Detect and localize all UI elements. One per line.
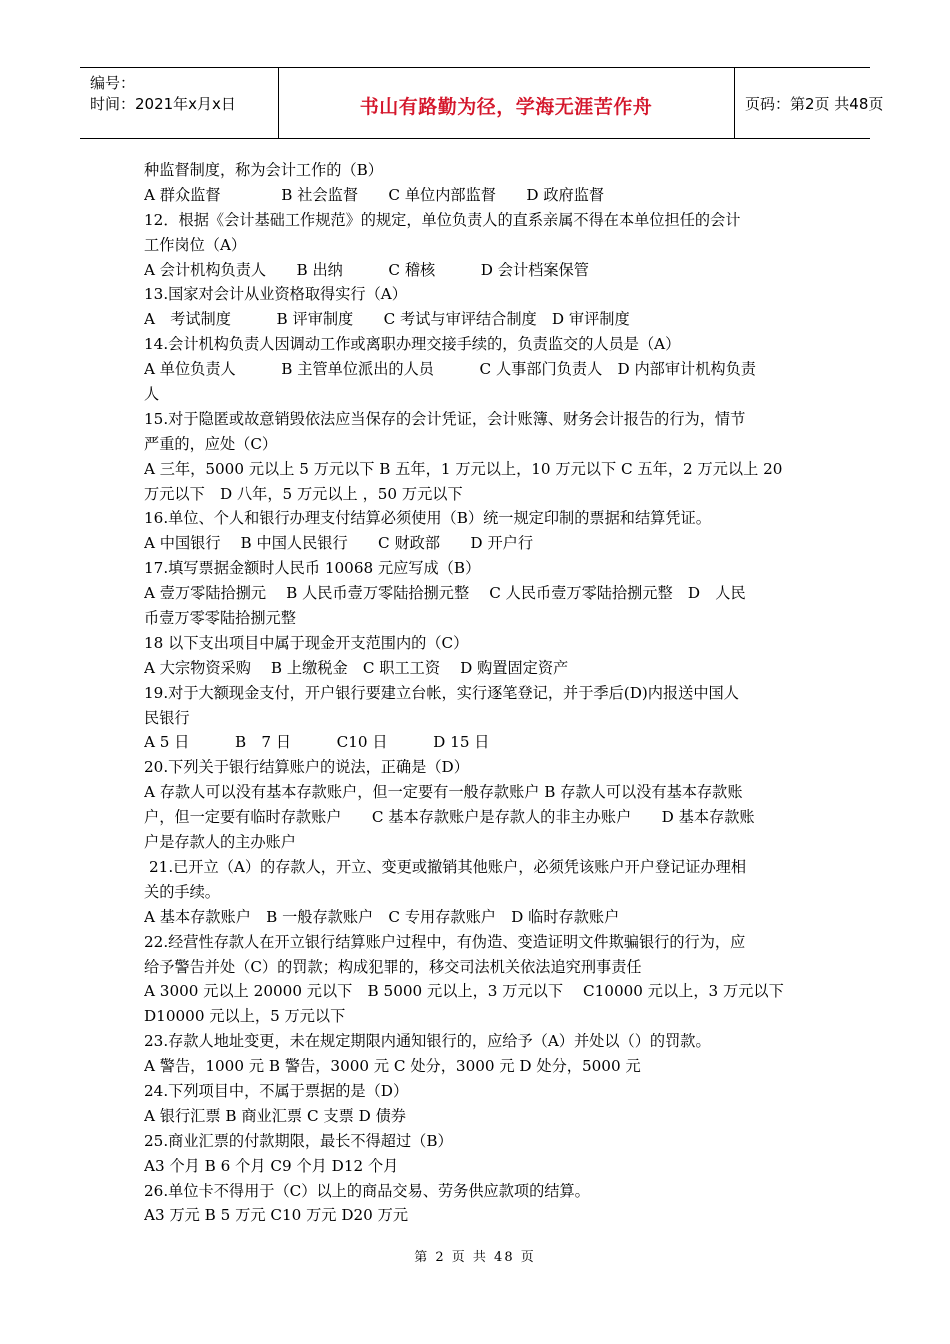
text-line: 工作岗位（A） <box>144 235 247 254</box>
text-line: D10000 元以上，5 万元以下 <box>144 1007 346 1026</box>
text-line: A 3000 元以上 20000 元以下 B 5000 元以上，3 万元以下 C10000 元以上，3 万元以下 <box>144 982 784 1001</box>
text-line: 15.对于隐匿或故意销毁依法应当保存的会计凭证，会计账簿、财务会计报告的行为，情节 <box>144 409 746 428</box>
header-motto-cell <box>278 68 735 138</box>
text-line: A 基本存款账户 B 一般存款账户 C 专用存款账户 D 临时存款账户 <box>144 907 620 926</box>
text-line: A 大宗物资采购 B 上缴税金 C 职工工资 D 购置固定资产 <box>144 658 569 677</box>
text-line: 人 <box>144 385 160 404</box>
text-line: A 三年，5000 元以上 5 万元以下 B 五年，1 万元以上，10 万元以下 C 五年，2 万元以上 20 <box>144 459 783 478</box>
text-line: 26.单位卡不得用于（C）以上的商品交易、劳务供应款项的结算。 <box>144 1181 590 1200</box>
text-line: 给予警告并处（C）的罚款；构成犯罪的，移交司法机关依法追究刑事责任 <box>144 957 642 976</box>
text-line: A 中国银行 B 中国人民银行 C 财政部 D 开户行 <box>144 534 534 553</box>
number-label: 编号： <box>90 74 136 92</box>
text-line: 严重的，应处（C） <box>144 434 278 453</box>
text-line: 21.已开立（A）的存款人，开立、变更或撤销其他账户，必须凭该账户开户登记证办理相 <box>149 857 747 876</box>
text-line: 20.下列关于银行结算账户的说法，正确是（D） <box>144 758 469 777</box>
text-line: 19.对于大额现金支付，开户银行要建立台帐，实行逐笔登记，并于季后(D)内报送中国人 <box>144 683 739 702</box>
text-line: A3 个月 B 6 个月 C9 个月 D12 个月 <box>144 1156 399 1175</box>
page-footer: 第 2 页 共 48 页 <box>414 1250 536 1265</box>
text-line: 25.商业汇票的付款期限，最长不得超过（B） <box>144 1131 453 1150</box>
header-left-cell <box>80 68 279 138</box>
text-line: A 考试制度 B 评审制度 C 考试与审评结合制度 D 审评制度 <box>144 310 630 329</box>
text-line: 23.存款人地址变更，未在规定期限内通知银行的，应给予（A）并处以（）的罚款。 <box>144 1032 711 1051</box>
date-label: 时间：2021年x月x日 <box>90 95 236 113</box>
text-line: A 5 日 B 7 日 C10 日 D 15 日 <box>144 733 490 752</box>
text-line: A 存款人可以没有基本存款账户，但一定要有一般存款账户 B 存款人可以没有基本存款账 <box>144 783 743 802</box>
text-line: 户，但一定要有临时存款账户 C 基本存款账户是存款人的非主办账户 D 基本存款账 <box>144 808 755 827</box>
text-line: 万元以下 D 八年，5 万元以上 ，50 万元以下 <box>144 484 463 503</box>
page-info: 页码：第2页 共48页 <box>745 95 884 113</box>
motto-text: 书山有路勤为径，学海无涯苦作舟 <box>359 96 653 118</box>
text-line: 24.下列项目中，不属于票据的是（D） <box>144 1081 409 1100</box>
text-line: A 警告，1000 元 B 警告，3000 元 C 处分，3000 元 D 处分，5000 元 <box>144 1057 641 1076</box>
text-line: A3 万元 B 5 万元 C10 万元 D20 万元 <box>144 1206 409 1225</box>
text-line: 18 以下支出项目中属于现金开支范围内的（C） <box>144 633 469 652</box>
header-page-cell <box>735 68 884 138</box>
text-line: 16.单位、个人和银行办理支付结算必须使用（B）统一规定印制的票据和结算凭证。 <box>144 509 711 528</box>
text-line: 14.会计机构负责人因调动工作或离职办理交接手续的，负责监交的人员是（A） <box>144 335 681 354</box>
text-line: A 单位负责人 B 主管单位派出的人员 C 人事部门负责人 D 内部审计机构负责 <box>144 360 756 379</box>
text-line: 17.填写票据金额时人民币 10068 元应写成（B） <box>144 559 481 578</box>
text-line: A 壹万零陆拾捌元 B 人民币壹万零陆拾捌元整 C 人民币壹万零陆拾捌元整 D 人民 <box>144 584 746 603</box>
text-line: 12．根据《会计基础工作规范》的规定，单位负责人的直系亲属不得在本单位担任的会计 <box>144 210 741 229</box>
text-line: 13.国家对会计从业资格取得实行（A） <box>144 285 407 304</box>
text-line: A 群众监督 B 社会监督 C 单位内部监督 D 政府监督 <box>144 185 605 204</box>
text-line: 户是存款人的主办账户 <box>144 833 296 852</box>
page-header <box>80 67 884 139</box>
text-line: 关的手续。 <box>144 882 220 901</box>
text-line: A 会计机构负责人 B 出纳 C 稽核 D 会计档案保管 <box>144 260 589 279</box>
text-line: 民银行 <box>144 708 190 727</box>
document-body <box>144 158 810 1228</box>
text-line: 22.经营性存款人在开立银行结算账户过程中，有伪造、变造证明文件欺骗银行的行为，应 <box>144 932 746 951</box>
text-line: 种监督制度，称为会计工作的（B） <box>144 161 383 179</box>
text-line: A 银行汇票 B 商业汇票 C 支票 D 债券 <box>144 1106 406 1125</box>
text-line: 币壹万零零陆拾捌元整 <box>144 609 296 628</box>
